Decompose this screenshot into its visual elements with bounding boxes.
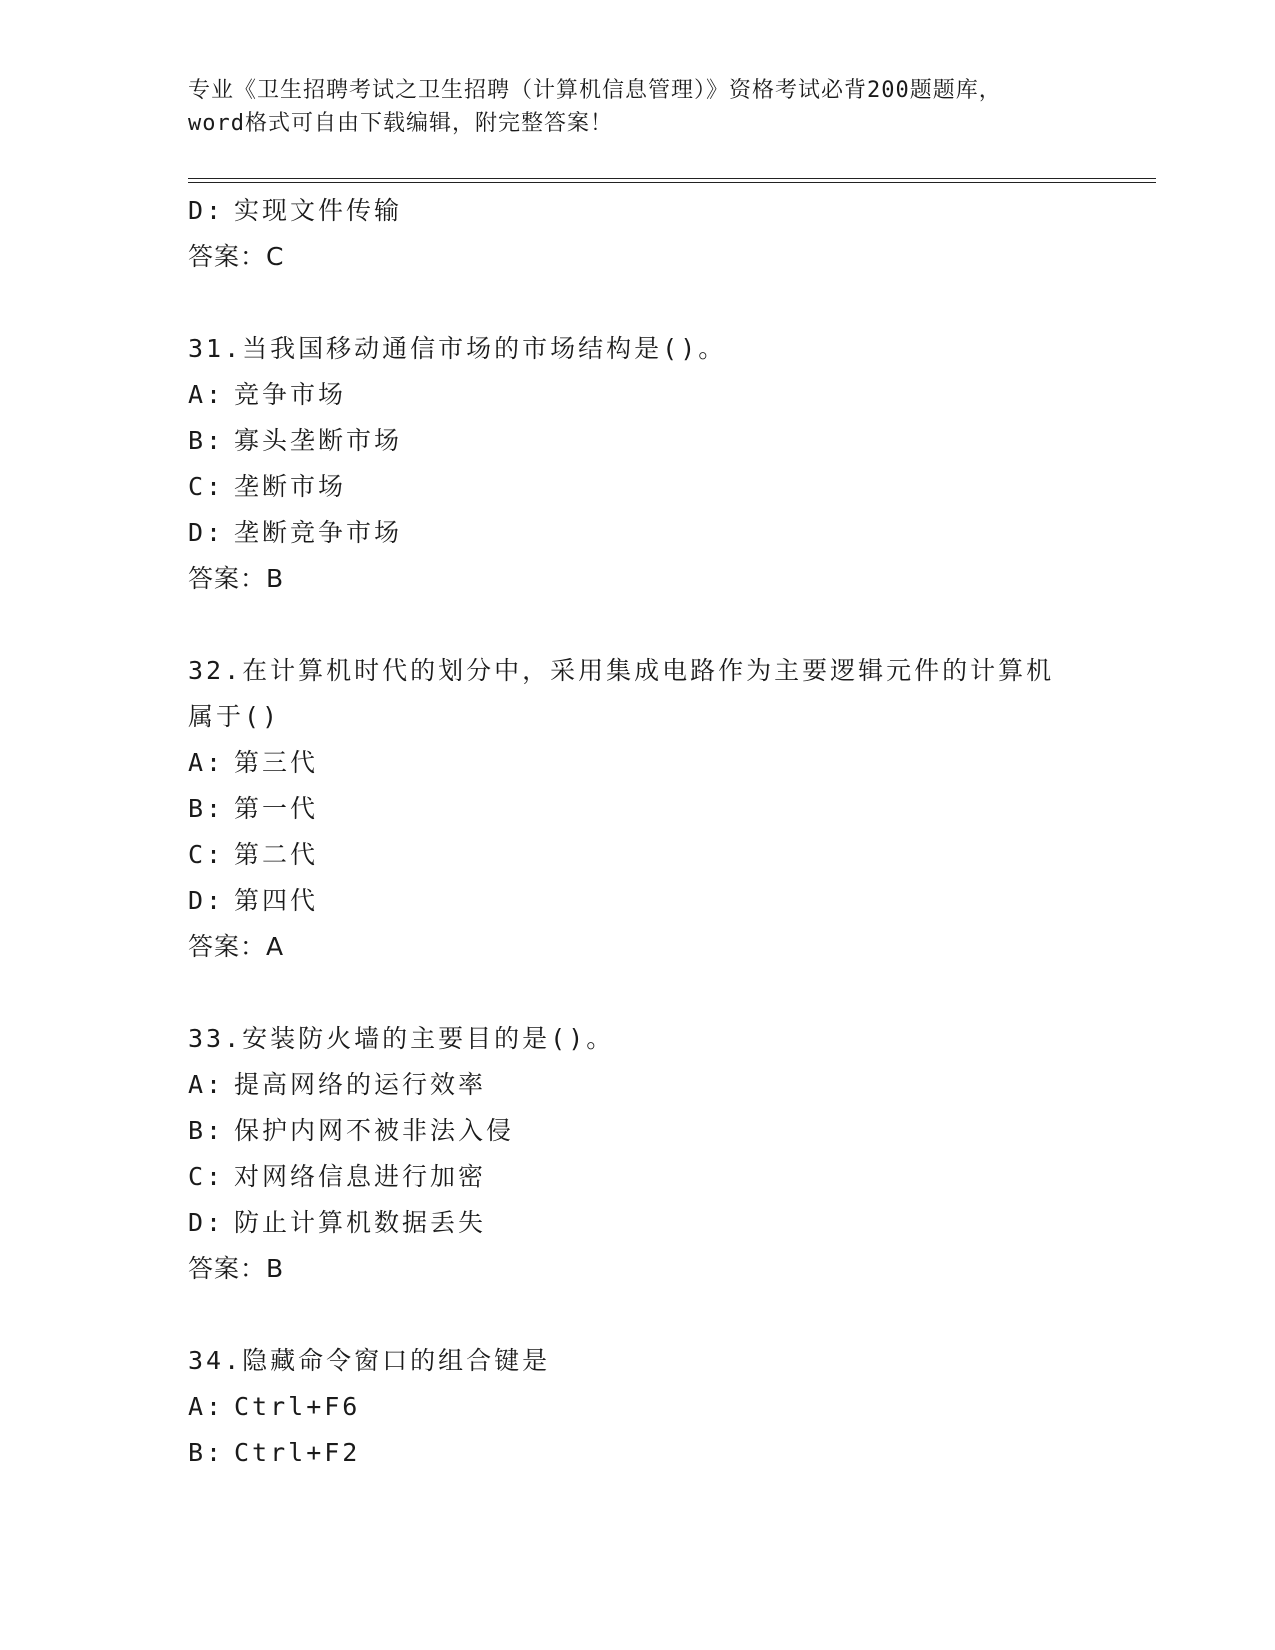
question-32-option-a: [188, 740, 1088, 786]
option-text: 对网络信息进行加密: [234, 1162, 487, 1191]
option-text: 提高网络的运行效率: [234, 1070, 487, 1099]
option-key: A:: [188, 1392, 225, 1421]
option-key: C:: [188, 1162, 225, 1191]
option-text: 垄断市场: [234, 472, 347, 501]
option-text: Ctrl+F2: [234, 1438, 361, 1467]
option-d: [188, 188, 1088, 234]
option-text: 实现文件传输: [234, 196, 403, 225]
option-key: D:: [188, 196, 225, 225]
option-text: 垄断竞争市场: [234, 518, 403, 547]
question-31-option-c: [188, 464, 1088, 510]
question-32-option-c: [188, 832, 1088, 878]
option-text: 第四代: [234, 886, 319, 915]
question-list: [188, 188, 1088, 1476]
option-text: 寡头垄断市场: [234, 426, 403, 455]
question-33-answer: 答案：B: [188, 1254, 285, 1283]
option-key: A:: [188, 748, 225, 777]
option-text: 第二代: [234, 840, 319, 869]
option-key: A:: [188, 1070, 225, 1099]
answer-line: 答案：C: [188, 242, 285, 271]
option-text: 第一代: [234, 794, 319, 823]
question-33-option-c: [188, 1154, 1088, 1200]
option-key: A:: [188, 380, 225, 409]
question-33-option-d: [188, 1200, 1088, 1246]
question-32-answer: 答案：A: [188, 932, 285, 961]
spacer: [188, 280, 1088, 326]
question-31-option-d: [188, 510, 1088, 556]
option-key: B:: [188, 794, 225, 823]
option-key: D:: [188, 886, 225, 915]
option-key: C:: [188, 840, 225, 869]
option-text: 保护内网不被非法入侵: [234, 1116, 515, 1145]
question-33-option-a: [188, 1062, 1088, 1108]
option-key: B:: [188, 426, 225, 455]
option-key: D:: [188, 518, 225, 547]
question-32-option-b: [188, 786, 1088, 832]
question-34-text: 34.隐藏命令窗口的组合键是: [188, 1346, 551, 1375]
question-34-option-a: [188, 1384, 1088, 1430]
option-text: 竞争市场: [234, 380, 347, 409]
option-text: Ctrl+F6: [234, 1392, 361, 1421]
question-34-option-b: [188, 1430, 1088, 1476]
header-divider: [188, 178, 1156, 183]
question-31-option-b: [188, 418, 1088, 464]
option-text: 第三代: [234, 748, 319, 777]
question-33-option-b: [188, 1108, 1088, 1154]
question-32-option-d: [188, 878, 1088, 924]
header-title-line-1: 专业《卫生招聘考试之卫生招聘（计算机信息管理）》资格考试必背200题题库，: [188, 78, 1002, 103]
question-31-answer: 答案：B: [188, 564, 285, 593]
spacer: [188, 602, 1088, 648]
spacer: [188, 970, 1088, 1016]
option-key: C:: [188, 472, 225, 501]
question-31-option-a: [188, 372, 1088, 418]
question-32-text-line-1: 32.在计算机时代的划分中，采用集成电路作为主要逻辑元件的计算机: [188, 656, 1055, 685]
option-key: B:: [188, 1438, 225, 1467]
question-32-text-line-2: 属于(): [188, 702, 281, 731]
spacer: [188, 1292, 1088, 1338]
option-text: 防止计算机数据丢失: [234, 1208, 487, 1237]
question-33-text: 33.安装防火墙的主要目的是()。: [188, 1024, 615, 1053]
option-key: D:: [188, 1208, 225, 1237]
page-header: [188, 74, 1088, 140]
option-key: B:: [188, 1116, 225, 1145]
question-31-text: 31.当我国移动通信市场的市场结构是()。: [188, 334, 727, 363]
header-title-line-2: word格式可自由下载编辑，附完整答案！: [188, 111, 613, 136]
